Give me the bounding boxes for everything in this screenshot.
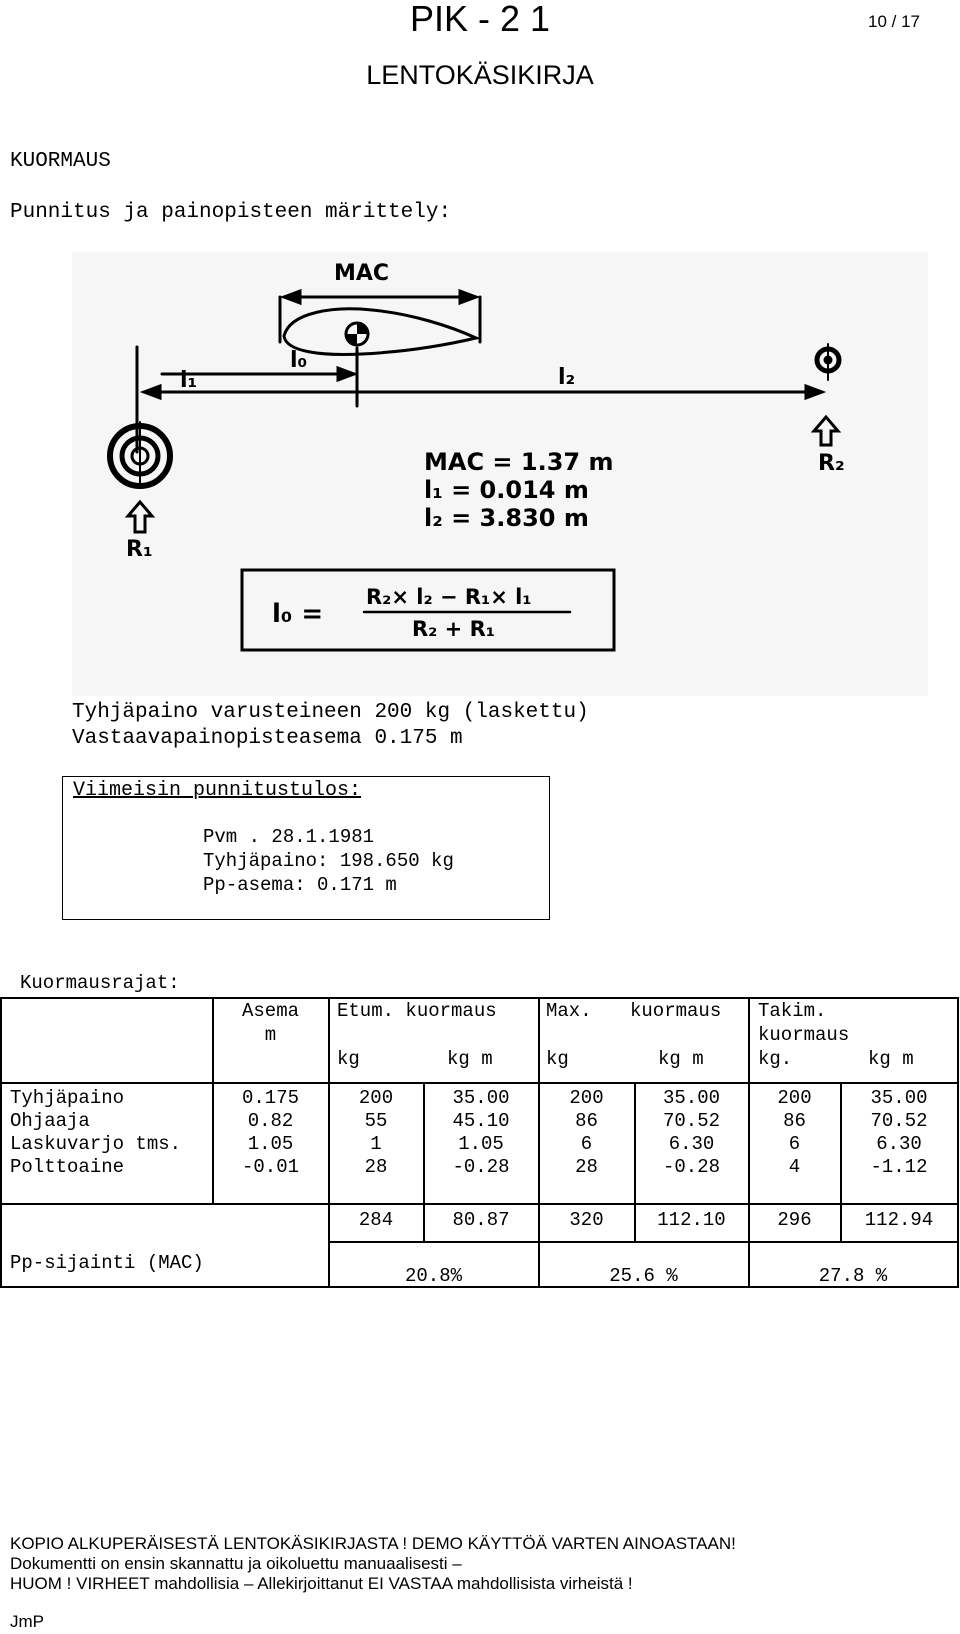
unit-max-kgm: kg m	[658, 1048, 704, 1070]
section-subtitle: Punnitus ja painopisteen märittely:	[10, 201, 452, 224]
col-asema: Asema	[241, 1000, 299, 1022]
row-etum-kg: 200	[358, 1087, 394, 1109]
row-etum-kgm: 35.00	[452, 1087, 510, 1109]
weighing-cg: Pp-asema: 0.171 m	[203, 874, 397, 896]
col-takim: Takim.	[758, 1000, 827, 1022]
footer-disclaimer: HUOM ! VIRHEET mahdollisia – Allekirjoittanut EI VASTAA mahdollisista virheistä !	[10, 1574, 633, 1593]
row-max-kgm: -0.28	[662, 1156, 720, 1178]
row-asema: 1.05	[247, 1133, 294, 1155]
footer-copy-notice: KOPIO ALKUPERÄISESTÄ LENTOKÄSIKIRJASTA ! DEMO KÄYTTÖÄ VARTEN AINOASTAAN!	[10, 1534, 736, 1553]
total-etum-kgm: 80.87	[452, 1209, 510, 1231]
row-label: Ohjaaja	[10, 1110, 90, 1132]
document-title: PIK - 2 1	[409, 0, 551, 39]
unit-takim-kgm: kg m	[868, 1048, 914, 1070]
row-etum-kg: 1	[370, 1133, 382, 1155]
total-takim-kg: 296	[777, 1209, 812, 1231]
row-max-kg: 6	[580, 1133, 593, 1155]
row-max-kgm: 6.30	[668, 1133, 715, 1155]
row-label: Tyhjäpaino	[10, 1087, 125, 1109]
row-max-kg: 200	[569, 1087, 604, 1109]
section-title: KUORMAUS	[10, 150, 111, 173]
row-etum-kgm: -0.28	[452, 1156, 510, 1178]
l1-label: l₁	[180, 368, 198, 393]
r1-arrow	[128, 502, 152, 532]
col-max: Max.	[546, 1000, 592, 1022]
empty-weight-info	[72, 700, 589, 752]
col-asema-unit: m	[264, 1024, 277, 1046]
row-takim-kgm: 70.52	[870, 1110, 928, 1132]
r2-label: R₂	[818, 451, 845, 476]
row-max-kgm: 35.00	[662, 1087, 720, 1109]
row-max-kg: 86	[575, 1110, 598, 1132]
l0-label: l₀	[290, 348, 308, 373]
loading-limits-heading: Kuormausrajat:	[20, 972, 180, 994]
unit-etum-kg: kg	[337, 1048, 360, 1070]
row-takim-kg: 6	[788, 1133, 801, 1155]
page-number: 10 / 17	[868, 12, 920, 31]
row-etum-kg: 28	[364, 1156, 388, 1178]
manual-title: LENTOKÄSIKIRJA	[366, 60, 594, 90]
col-max-kuormaus: kuormaus	[630, 1000, 722, 1022]
footer-scan-notice: Dokumentti on ensin skannattu ja oikoluettu manuaalisesti –	[10, 1554, 462, 1573]
l2-value: l₂ = 3.830 m	[424, 504, 589, 532]
cg-max-value: 25.6 %	[609, 1265, 678, 1287]
mac-label: MAC	[334, 261, 390, 286]
row-asema: 0.82	[247, 1110, 294, 1132]
row-asema: 0.175	[241, 1087, 299, 1109]
row-max-kg: 28	[575, 1156, 598, 1178]
mac-arrow-left	[284, 291, 300, 303]
unit-max-kg: kg	[546, 1048, 569, 1070]
empty-weight-line: Tyhjäpaino varusteineen 200 kg (laskettu)	[72, 701, 589, 724]
unit-takim-kg: kg.	[758, 1048, 793, 1070]
l1-value: l₁ = 0.014 m	[424, 476, 589, 504]
total-takim-kgm: 112.94	[864, 1209, 934, 1231]
cg-position-line: Vastaavapainopisteasema 0.175 m	[72, 727, 463, 750]
unit-etum-kgm: kg m	[447, 1048, 493, 1070]
row-etum-kgm: 45.10	[452, 1110, 510, 1132]
cg-position-label: Pp-sijainti (MAC)	[10, 1252, 204, 1274]
l2-label: l₂	[558, 365, 576, 390]
row-takim-kgm: 35.00	[870, 1087, 928, 1109]
col-takim-kuormaus: kuormaus	[758, 1024, 850, 1046]
row-takim-kgm: -1.12	[870, 1156, 928, 1178]
row-takim-kg: 4	[788, 1156, 801, 1178]
row-etum-kgm: 1.05	[458, 1133, 504, 1155]
total-max-kgm: 112.10	[657, 1209, 726, 1231]
row-max-kgm: 70.52	[662, 1110, 720, 1132]
row-takim-kg: 200	[777, 1087, 812, 1109]
weighing-diagram	[72, 252, 928, 696]
cg-etum-value: 20.8%	[404, 1265, 462, 1287]
footer	[10, 1534, 736, 1594]
total-etum-kg: 284	[358, 1209, 394, 1231]
weighing-date: Pvm . 28.1.1981	[203, 826, 375, 848]
row-asema: -0.01	[241, 1156, 299, 1178]
row-takim-kg: 86	[783, 1110, 806, 1132]
row-takim-kgm: 6.30	[876, 1133, 922, 1155]
formula-lhs: l₀ =	[272, 599, 324, 629]
cg-takim-value: 27.8 %	[818, 1265, 888, 1287]
footer-initials: JmP	[10, 1612, 44, 1631]
last-weighing-box	[62, 776, 550, 920]
r1-label: R₁	[126, 537, 153, 562]
last-weighing-details	[203, 825, 454, 897]
r2-arrow	[814, 417, 838, 445]
formula-denominator: R₂ + R₁	[412, 617, 495, 641]
mac-arrow-right	[460, 291, 476, 303]
weighing-weight: Tyhjäpaino: 198.650 kg	[203, 850, 454, 872]
row-label: Laskuvarjo tms.	[10, 1133, 182, 1155]
total-max-kg: 320	[569, 1209, 604, 1231]
row-label: Polttoaine	[10, 1156, 125, 1178]
formula-numerator: R₂× l₂ − R₁× l₁	[366, 585, 532, 609]
last-weighing-heading: Viimeisin punnitustulos:	[73, 779, 362, 802]
airfoil-shape	[284, 309, 476, 355]
col-etum: Etum. kuormaus	[337, 1000, 497, 1022]
row-etum-kg: 55	[364, 1110, 388, 1132]
mac-value: MAC = 1.37 m	[424, 448, 614, 476]
